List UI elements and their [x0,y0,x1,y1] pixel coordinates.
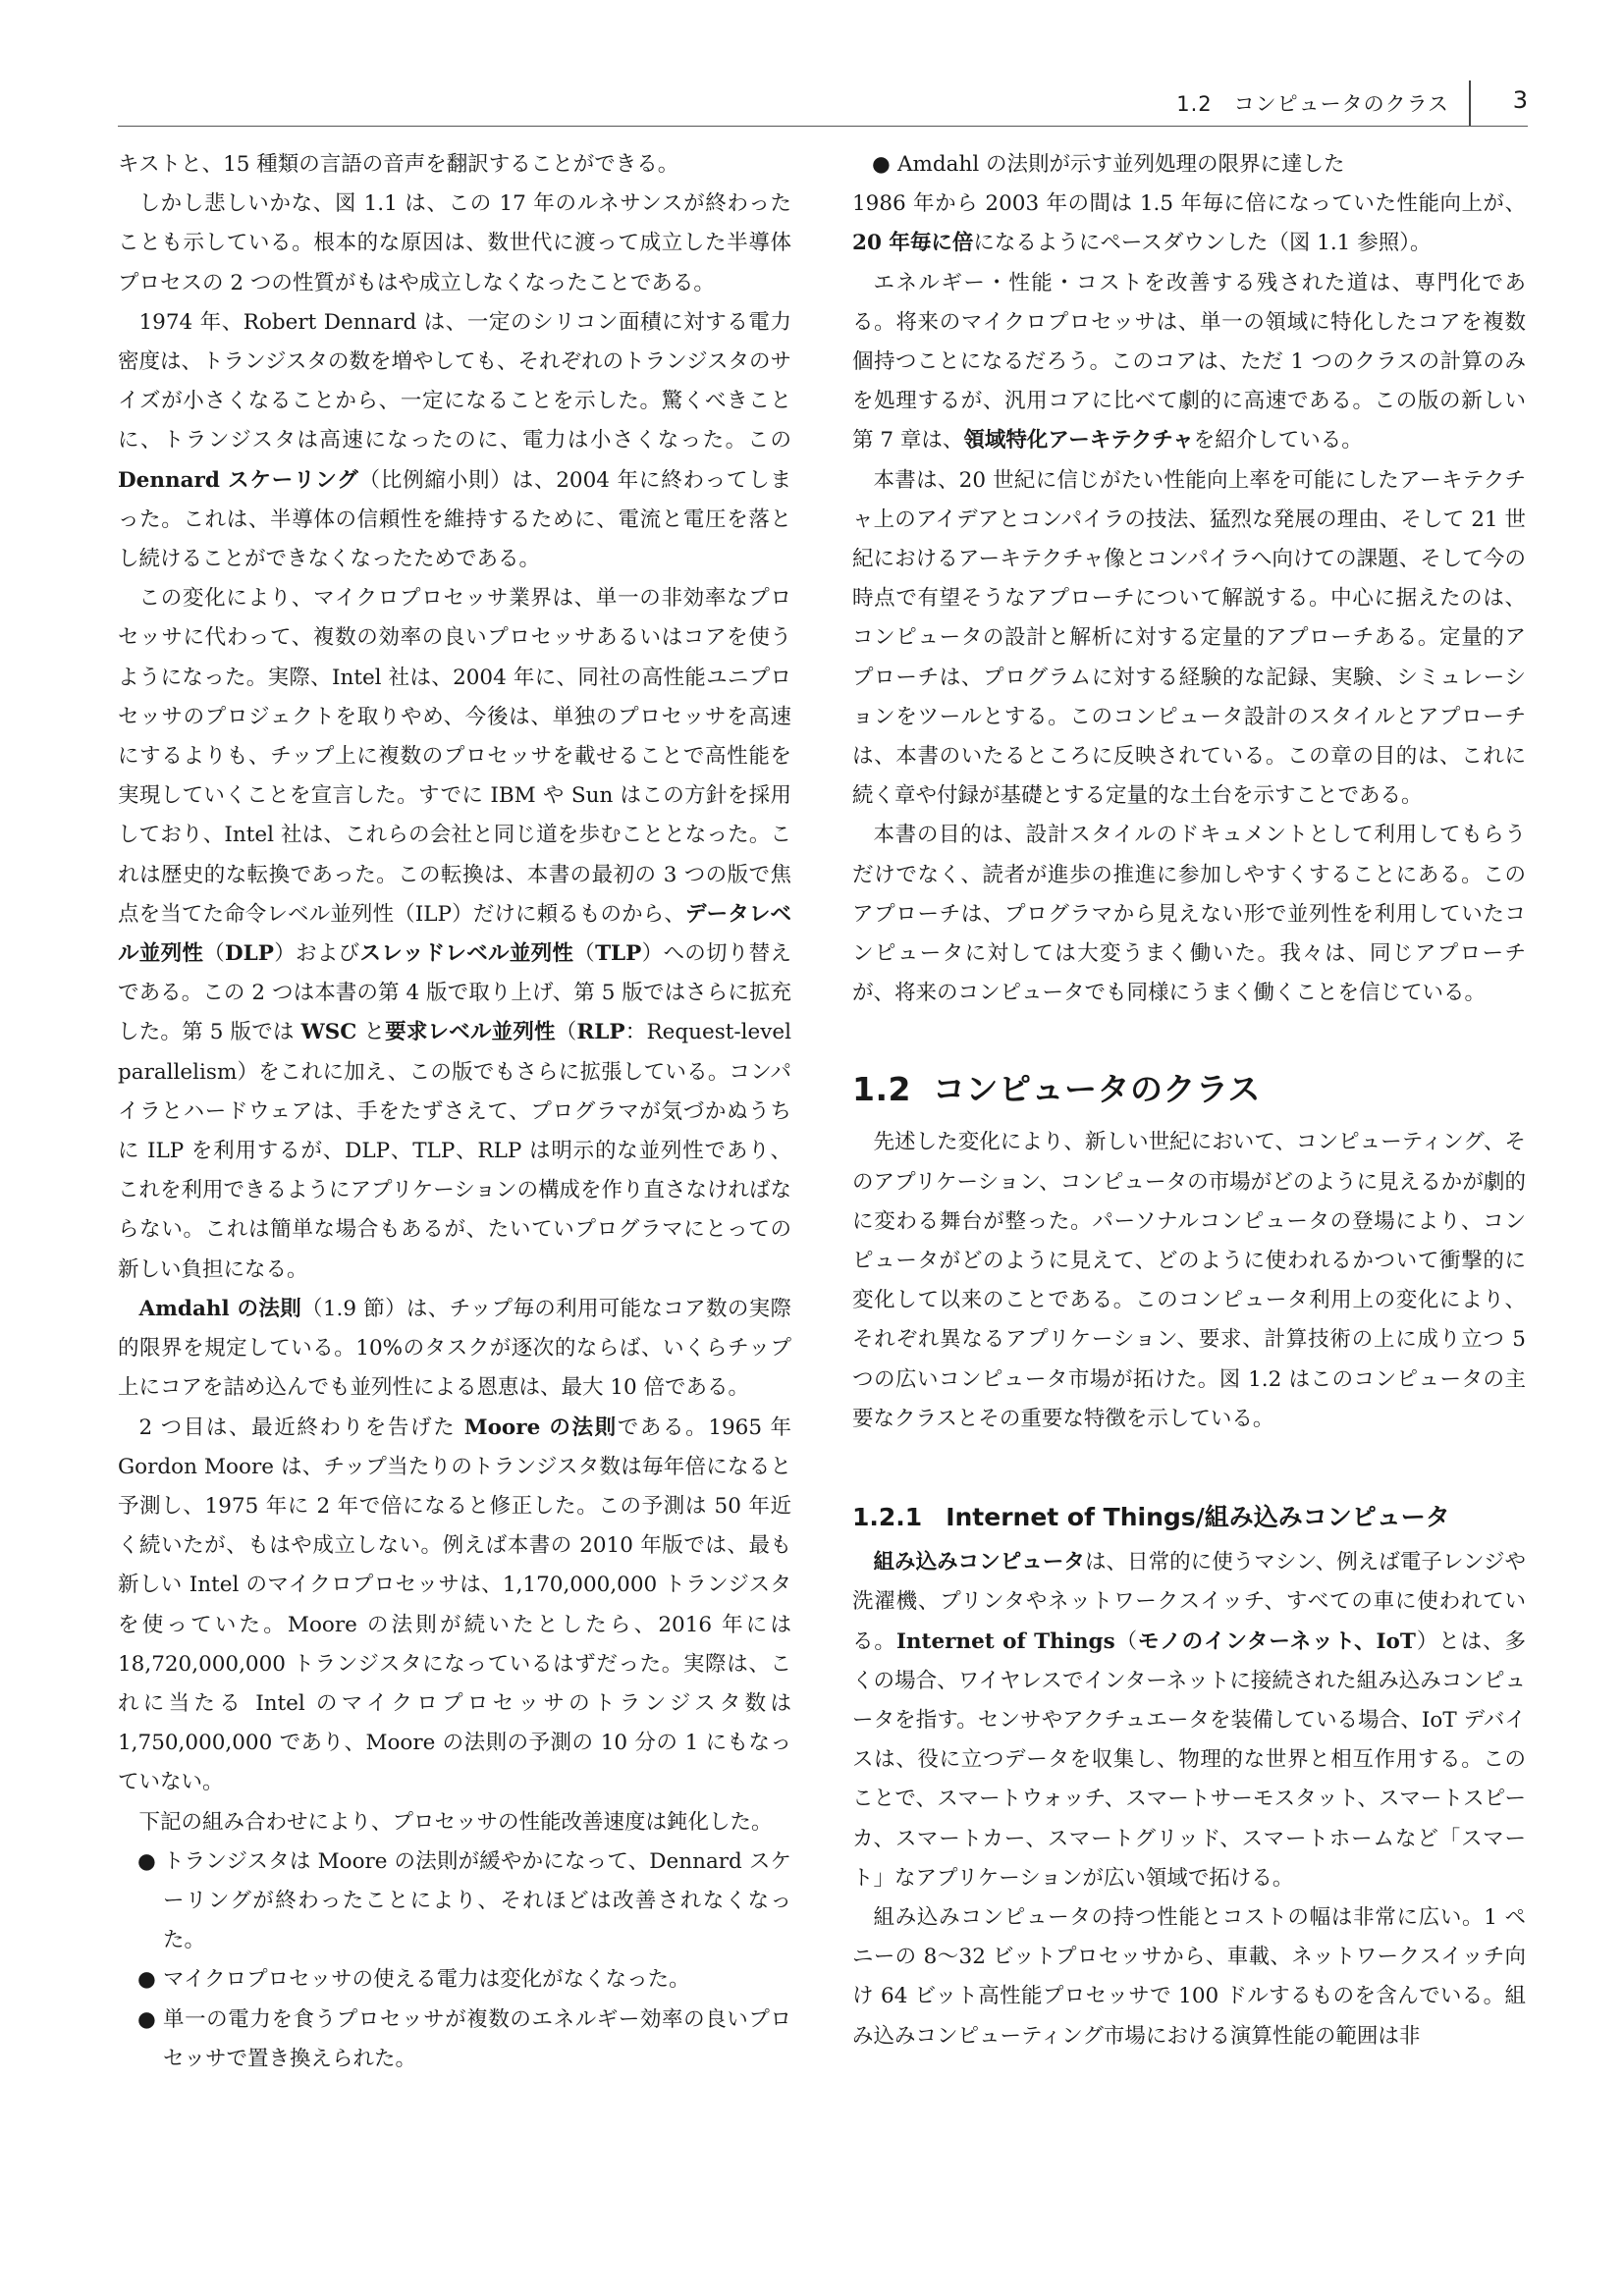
term-amdahl-law: Amdahl の法則 [138,1296,302,1321]
bullet-list [852,145,1526,185]
term-dennard-scaling: Dennard スケーリング [118,467,359,493]
running-head-section: 1.2 コンピュータのクラス [1176,92,1449,116]
paragraph: 1974 年、Robert Dennard は、一定のシリコン面積に対する電力密度は、トランジスタの数を増やしても、それぞれのトランジスタのサイズが小さくなることから、一定になることを示した。驚くべきことに、トランジスタは高速になったのに、電力は小さくなった。この Dennard スケーリング（比例縮小則）は、2004 年に終わってしまった。これは、半導体の信頼性を維持するために、電流と電圧を落とし続けることができなくなったためである。 [118,309,791,572]
paragraph: キストと、15 種類の言語の音声を翻訳することができる。 [118,152,679,177]
paragraph: 本書の目的は、設計スタイルのドキュメントとして利用してもらうだけでなく、読者が進歩の推進に参加しやすくすることにある。このアプローチは、プログラマから見えない形で並列性を利用していたコンピュータに対しては大変うまく働いた。我々は、同じアプローチが、将来のコンピュータでも同様にうまく働くことを信じている。 [852,823,1526,1006]
paragraph: 組み込みコンピュータの持つ性能とコストの幅は非常に広い。1 ペニーの 8〜32 ビットプロセッサから、車載、ネットワークスイッチ向け 64 ビット高性能プロセッサで 100 ドルするものを含んでいる。組み込みコンピューティング市場における演算性能の範囲は非 [852,1904,1526,2049]
paragraph: 本書は、20 世紀に信じがたい性能向上率を可能にしたアーキテクチャ上のアイデアとコンパイラの技法、猛烈な発展の理由、そして 21 世紀におけるアーキテクチャ像とコンパイラへ向けての課題、そして今の時点で有望そうなアプローチについて解説する。中心に据えたのは、コンピュータの設計と解析に対する定量的アプローチある。定量的アプローチは、プログラムに対する経験的な記録、実験、シミュレーションをツールとする。このコンピュータ設計のスタイルとアプローチは、本書のいたるところに反映されている。この章の目的は、これに続く章や付録が基礎とする定量的な土台を示すことである。 [852,467,1526,809]
paragraph: Amdahl の法則（1.9 節）は、チップ毎の利用可能なコア数の実際的限界を規定している。10%のタスクが逐次的ならば、いくらチップ上にコアを詰め込んでも並列性による恩恵は、最大 10 倍である。 [118,1296,791,1401]
paragraph: 1986 年から 2003 年の間は 1.5 年毎に倍になっていた性能向上が、20 年毎に倍になるようにペースダウンした（図 1.1 参照）。 [852,191,1526,256]
term-tlp: スレッドレベル並列性 [359,941,574,967]
term-iot: Internet of Things [895,1629,1115,1654]
term-moore-law: Moore の法則 [463,1415,618,1440]
paragraph: 先述した変化により、新しい世紀において、コンピューティング、そのアプリケーション、コンピュータの市場がどのように見えるかが劇的に変わる舞台が整った。パーソナルコンピュータの登場により、コンピュータがどのように見えて、どのように使われるかついて衝撃的に変化して以来のことである。このコンピュータ利用上の変化により、それぞれ異なるアプリケーション、要求、計算技術の上に成り立つ 5 つの広いコンピュータ市場が拓けた。図 1.2 はこのコンピュータの主要なクラスとその重要な特徴を示している。 [852,1130,1526,1431]
term-20-year-doubling: 20 年毎に倍 [852,231,974,256]
bullet-icon: ● [137,2006,156,2032]
running-head [118,86,1528,127]
bullet-icon: ● [137,1967,156,1993]
term-dlp: データレベル並列性 [118,901,791,967]
paragraph: しかし悲しいかな、図 1.1 は、この 17 年のルネサンスが終わったことも示している。根本的な原因は、数世代に渡って成立した半導体プロセスの 2 つの性質がもはや成立しなくなったことである。 [118,191,791,295]
term-wsc: WSC [300,1020,357,1045]
list-item: ● Amdahl の法則が示す並列処理の限界に達した [852,145,1526,185]
running-head-divider [1469,80,1471,126]
term-embedded: 組み込みコンピュータ [873,1550,1085,1575]
paragraph: 2 つ目は、最近終わりを告げた Moore の法則である。1965 年 Gordon Moore は、チップ当たりのトランジスタ数は毎年倍になると予測し、1975 年に 2 年で倍になると修正した。この予測は 50 年近く続いたが、もはや成立しない。例えば本書の 2010 年版では、最も新しい Intel のマイクロプロセッサは、1,170,000,000 トランジスタを使っていた。Moore の法則が続いたとしたら、2016 年には 18,720,000,000 トランジスタになっているはずだった。実際は、これに当たる Intel のマイクロプロセッサのトランジスタ数は 1,750,000,000 であり、Moore の法則の予測の 10 分の 1 にもなっていない。 [118,1415,791,1795]
bullet-icon: ● [137,1848,156,1874]
page-number: 3 [1512,86,1528,114]
left-column [118,145,791,2079]
list-item: ● トランジスタは Moore の法則が緩やかになって、Dennard スケーリングが終わったことにより、それほどは改善されなくなった。 [118,1842,791,1961]
section-heading: 1.2 コンピュータのクラス [852,1070,1261,1109]
list-item: ● 単一の電力を食うプロセッサが複数のエネルギー効率の良いプロセッサで置き換えられた。 [118,2001,791,2079]
right-column [852,145,1526,2056]
paragraph: 下記の組み合わせにより、プロセッサの性能改善速度は鈍化した。 [138,1809,773,1835]
bullet-list [118,1842,791,2079]
list-item: ● マイクロプロセッサの使える電力は変化がなくなった。 [118,1960,791,2000]
subsection-heading: 1.2.1 Internet of Things/組み込みコンピュータ [852,1503,1450,1532]
term-rlp: 要求レベル並列性 [385,1020,556,1045]
paragraph: 組み込みコンピュータは、日常的に使うマシン、例えば電子レンジや洗濯機、プリンタやネットワークスイッチ、すべての車に使われている。Internet of Things（モノのインターネット、IoT）とは、多くの場合、ワイヤレスでインターネットに接続された組み込みコンピュータを指す。センサやアクチュエータを装備している場合、IoT デバイスは、役に立つデータを収集し、物理的な世界と相互作用する。このことで、スマートウォッチ、スマートサーモスタット、スマートスピーカ、スマートカー、スマートグリッド、スマートホームなど「スマート」なアプリケーションが広い領域で拓ける。 [852,1550,1526,1891]
bullet-icon: ● [872,152,891,177]
paragraph: エネルギー・性能・コストを改善する残された道は、専門化である。将来のマイクロプロセッサは、単一の領域に特化したコアを複数個持つことになるだろう。このコアは、ただ 1 つのクラスの計算のみを処理するが、汎用コアに比べて劇的に高速である。この版の新しい第 7 章は、領域特化アーキテクチャを紹介している。 [852,270,1526,454]
paragraph: この変化により、マイクロプロセッサ業界は、単一の非効率なプロセッサに代わって、複数の効率の良いプロセッサあるいはコアを使うようになった。実際、Intel 社は、2004 年に、同社の高性能ユニプロセッサのプロジェクトを取りやめ、今後は、単独のプロセッサを高速にするよりも、チップ上に複数のプロセッサを載せることで高性能を実現していくことを宣言した。すでに IBM や Sun はこの方針を採用しており、Intel 社は、これらの会社と同じ道を歩むこととなった。これは歴史的な転換であった。この転換は、本書の最初の 3 つの版で焦点を当てた命令レベル並列性（ILP）だけに頼るものから、データレベル並列性（DLP）およびスレッドレベル並列性（TLP）への切り替えである。この 2 つは本書の第 4 版で取り上げ、第 5 版ではさらに拡充した。第 5 版では WSC と要求レベル並列性（RLP：Request-level parallelism）をこれに加え、この版でもさらに拡張している。コンパイラとハードウェアは、手をたずさえて、プログラマが気づかぬうちに ILP を利用するが、DLP、TLP、RLP は明示的な並列性であり、これを利用できるようにアプリケーションの構成を作り直さなければならない。これは簡単な場合もあるが、たいていプログラマにとっての新しい負担になる。 [118,586,791,1282]
term-dsa: 領域特化アーキテクチャ [963,428,1194,454]
